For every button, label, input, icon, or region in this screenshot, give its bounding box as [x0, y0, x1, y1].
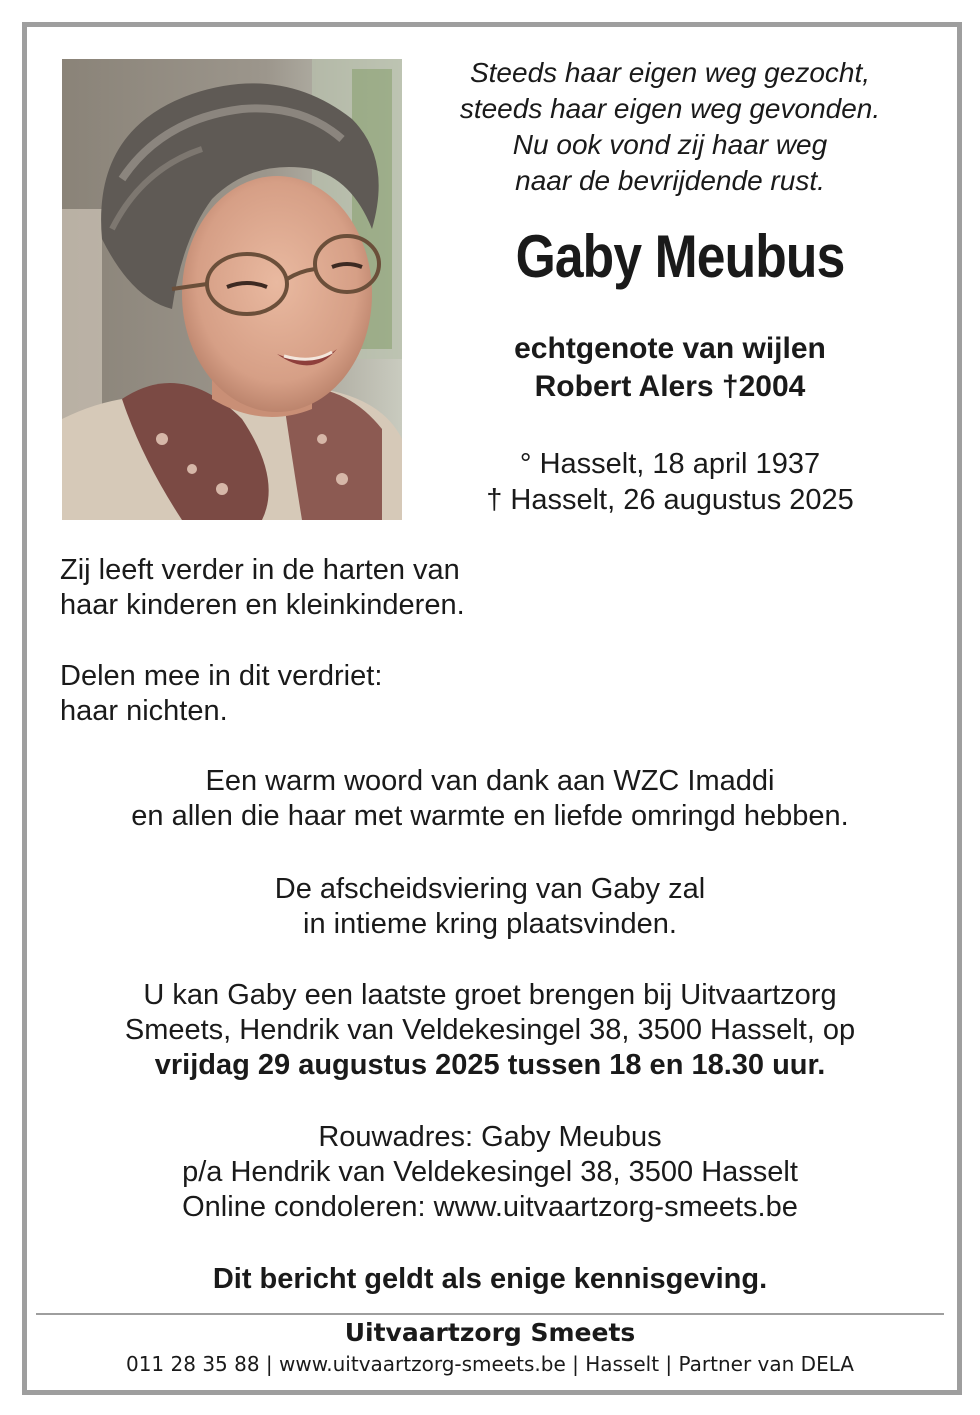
text-line: Rouwadres: Gaby Meubus [318, 1121, 662, 1153]
text-line: Delen mee in dit verdriet: [60, 660, 383, 692]
text-line: Een warm woord van dank aan WZC Imaddi [205, 765, 775, 797]
text-line: De afscheidsviering van Gaby zal [274, 873, 706, 905]
footer-divider [36, 1313, 944, 1315]
text-line: haar nichten. [60, 695, 228, 727]
funeral-home-name: Uitvaartzorg Smeets [344, 1318, 636, 1347]
condolence-link[interactable]: Online condoleren: www.uitvaartzorg-smeets.be [182, 1191, 798, 1223]
visitation-text [40, 978, 940, 1083]
visitation-time: vrijdag 29 augustus 2025 tussen 18 en 18.30 uur. [154, 1049, 826, 1081]
poem-line: Steeds haar eigen weg gezocht, [469, 57, 871, 88]
poem-line: naar de bevrijdende rust. [515, 165, 825, 196]
funeral-home-details: 011 28 35 88 | www.uitvaartzorg-smeets.be | Hasselt | Partner van DELA [125, 1352, 854, 1376]
address-text [40, 1120, 940, 1225]
death-date: † Hasselt, 26 augustus 2025 [486, 484, 854, 516]
birth-date: ° Hasselt, 18 april 1937 [519, 448, 821, 480]
text-line: Zij leeft verder in de harten van [60, 554, 460, 586]
spouse-line: Robert Alers †2004 [534, 370, 806, 403]
poem-line: Nu ook vond zij haar weg [512, 129, 828, 160]
text-line: Smeets, Hendrik van Veldekesingel 38, 3500 Hasselt, op [124, 1014, 856, 1046]
poem [420, 55, 920, 199]
family-text [60, 553, 465, 623]
notice-text: Dit bericht geldt als enige kennisgeving. [212, 1263, 768, 1295]
spouse-info [420, 330, 920, 406]
sharing-text [60, 659, 382, 729]
poem-line: steeds haar eigen weg gevonden. [459, 93, 881, 124]
thanks-text [40, 764, 940, 834]
text-line: en allen die haar met warmte en liefde omringd hebben. [131, 800, 849, 832]
deceased-name: Gaby Meubus [515, 223, 845, 290]
text-line: in intieme kring plaatsvinden. [303, 908, 677, 940]
text-line: haar kinderen en kleinkinderen. [60, 589, 465, 621]
text-line: p/a Hendrik van Veldekesingel 38, 3500 Hasselt [182, 1156, 798, 1188]
ceremony-text [40, 872, 940, 942]
spouse-line: echtgenote van wijlen [514, 332, 826, 365]
life-dates [420, 446, 920, 518]
text-line: U kan Gaby een laatste groet brengen bij Uitvaartzorg [143, 979, 837, 1011]
portrait-photo [62, 59, 402, 520]
